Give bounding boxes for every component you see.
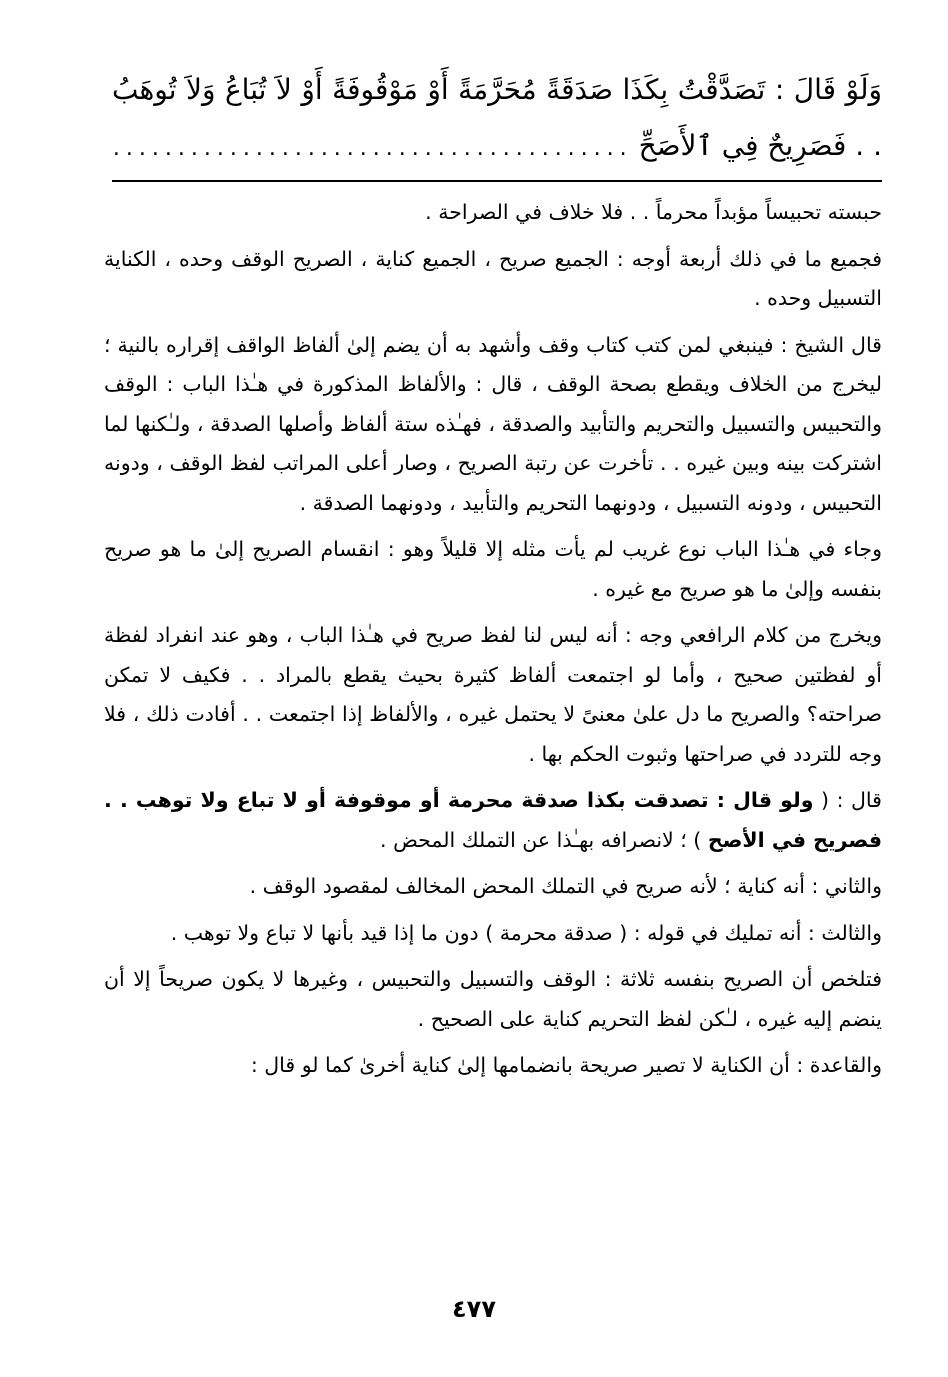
page-number: ٤٧٧ [452, 1295, 496, 1323]
commentary-paragraph-9: فتلخص أن الصريح بنفسه ثلاثة : الوقف والتسبيل والتحبيس ، وغيرها لا يكون صريحاً إلا أن ينضم إليه غيره ، لـٰكن لفظ التحريم كناية على الصحيح . [104, 967, 882, 1031]
commentary-block [104, 193, 882, 1093]
commentary-paragraph-4: وجاء في هـٰذا الباب نوع غريب لم يأت مثله إلا قليلاً وهو : انقسام الصريح إلىٰ ما هو صريح بنفسه وإلىٰ ما هو صريح مع غيره . [104, 537, 882, 601]
commentary-paragraph-2: فجميع ما في ذلك أربعة أوجه : الجميع صريح ، الجميع كناية ، الصريح الوقف وحده ، الكناية التسبيل وحده . [104, 246, 882, 310]
matn-paragraph [112, 62, 882, 177]
matn-dots: ........................................ [112, 136, 633, 161]
matn-text: وَلَوْ قَالَ : تَصَدَّقْتُ بِكَذَا صَدَقَةً مُحَرَّمَةً أَوْ مَوْقُوفَةً أَوْ لاَ تُبَاعُ وَلاَ تُوهَبُ . . فَصَرِيحٌ فِي ٱلأَصَحِّ [112, 73, 882, 162]
matn-text-block [112, 62, 882, 177]
separator-rule [112, 180, 882, 182]
commentary-paragraph-10: والقاعدة : أن الكناية لا تصير صريحة بانضمامها إلىٰ كناية أخرىٰ كما لو قال : [250, 1053, 882, 1077]
commentary-paragraph-5: ويخرج من كلام الرافعي وجه : أنه ليس لنا لفظ صريح في هـٰذا الباب ، وهو عند انفراد لفظة أو لفظتين صحيح ، وأما لو اجتمعت ألفاظ كثيرة بحيث يقطع بالمراد . . فكيف لا تمكن صراحته؟ والصريح ما دل علىٰ معنىً لا يحتمل غيره ، والألفاظ إذا اجتمعت . . أفادت ذلك ، فلا وجه للتردد في صراحتها وثبوت الحكم بها . [104, 623, 882, 766]
quoted-matn: ولو قال : تصدقت بكذا صدقة محرمة أو موقوفة أو لا تباع ولا توهب . . فصريح في الأصح [104, 788, 882, 852]
commentary-paragraph-6 [104, 781, 882, 860]
commentary-paragraph-1: حبسته تحبيساً مؤبداً محرماً . . فلا خلاف في الصراحة . [425, 200, 882, 224]
commentary-paragraph-7: والثاني : أنه كناية ؛ لأنه صريح في التملك المحض المخالف لمقصود الوقف . [249, 874, 882, 898]
commentary-paragraph-8: والثالث : أنه تمليك في قوله : ( صدقة محرمة ) دون ما إذا قيد بأنها لا تباع ولا توهب . [170, 920, 882, 945]
quote-close: ) ؛ لانصرافه بهـٰذا عن التملك المحض . [380, 827, 702, 852]
quote-open: قال : ( [821, 788, 882, 812]
commentary-paragraph-3: قال الشيخ : فينبغي لمن كتب كتاب وقف وأشهد به أن يضم إلىٰ ألفاظ الواقف إقراره بالنية ؛ ليخرج من الخلاف ويقطع بصحة الوقف ، قال : والألفاظ المذكورة في هـٰذا الباب : الوقف والتحبيس والتسبيل والتحريم والتأبيد والصدقة ، فهـٰذه ستة ألفاظ وأصلها الصدقة ، ولـٰكنها لما اشتركت بينه وبين غيره . . تأخرت عن رتبة الصريح ، وصار أعلى المراتب لفظ الوقف ، ودونه التحبيس ، ودونه التسبيل ، ودونهما التحريم والتأبيد ، ودونهما الصدقة . [104, 332, 882, 515]
